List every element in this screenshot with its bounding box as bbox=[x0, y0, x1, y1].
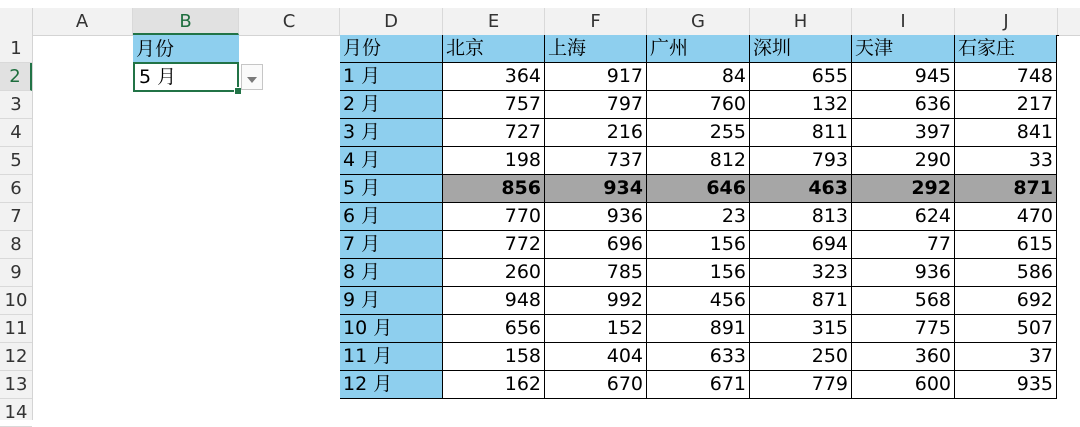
table-cell[interactable]: 292 bbox=[852, 175, 955, 203]
row-header-12[interactable]: 12 bbox=[0, 343, 32, 371]
table-cell[interactable]: 945 bbox=[852, 63, 955, 91]
column-header-f[interactable]: F bbox=[545, 8, 647, 35]
column-header-h[interactable]: H bbox=[750, 8, 852, 35]
table-cell[interactable]: 917 bbox=[545, 63, 647, 91]
column-header-c[interactable]: C bbox=[239, 8, 340, 35]
table-cell[interactable]: 871 bbox=[955, 175, 1057, 203]
table-cell[interactable]: 737 bbox=[545, 147, 647, 175]
table-cell[interactable]: 694 bbox=[750, 231, 852, 259]
table-cell[interactable]: 463 bbox=[750, 175, 852, 203]
table-cell[interactable]: 655 bbox=[750, 63, 852, 91]
table-cell[interactable]: 811 bbox=[750, 119, 852, 147]
dropdown-button[interactable] bbox=[241, 64, 263, 90]
table-cell[interactable]: 812 bbox=[647, 147, 750, 175]
chevron-down-icon bbox=[247, 68, 257, 87]
table-cell[interactable]: 793 bbox=[750, 147, 852, 175]
table-cell[interactable]: 934 bbox=[545, 175, 647, 203]
table-cell[interactable]: 633 bbox=[647, 343, 750, 371]
table-cell[interactable]: 216 bbox=[545, 119, 647, 147]
table-cell[interactable]: 77 bbox=[852, 231, 955, 259]
table-cell[interactable]: 364 bbox=[443, 63, 545, 91]
table-cell[interactable]: 646 bbox=[647, 175, 750, 203]
row-header-10[interactable]: 10 bbox=[0, 287, 32, 315]
table-header-cell[interactable]: 深圳 bbox=[750, 35, 852, 63]
table-cell[interactable]: 948 bbox=[443, 287, 545, 315]
table-cell[interactable]: 992 bbox=[545, 287, 647, 315]
table-cell[interactable]: 152 bbox=[545, 315, 647, 343]
month-label-cell[interactable]: 6 月 bbox=[340, 203, 443, 231]
table-cell[interactable]: 404 bbox=[545, 343, 647, 371]
table-cell[interactable]: 748 bbox=[955, 63, 1057, 91]
table-cell[interactable]: 615 bbox=[955, 231, 1057, 259]
row-header-7[interactable]: 7 bbox=[0, 203, 32, 231]
table-cell[interactable]: 600 bbox=[852, 371, 955, 399]
table-cell[interactable]: 856 bbox=[443, 175, 545, 203]
table-cell[interactable]: 132 bbox=[750, 91, 852, 119]
table-header-cell[interactable]: 广州 bbox=[647, 35, 750, 63]
table-cell[interactable]: 255 bbox=[647, 119, 750, 147]
column-header-j[interactable]: J bbox=[955, 8, 1058, 35]
row-header-13[interactable]: 13 bbox=[0, 371, 32, 399]
table-cell[interactable]: 775 bbox=[852, 315, 955, 343]
column-header-d[interactable]: D bbox=[340, 8, 443, 35]
month-label-cell[interactable]: 3 月 bbox=[340, 119, 443, 147]
table-cell[interactable]: 935 bbox=[955, 371, 1057, 399]
table-cell[interactable]: 841 bbox=[955, 119, 1057, 147]
row-header-9[interactable]: 9 bbox=[0, 259, 32, 287]
table-cell[interactable]: 507 bbox=[955, 315, 1057, 343]
row-header-11[interactable]: 11 bbox=[0, 315, 32, 343]
table-cell[interactable]: 671 bbox=[647, 371, 750, 399]
table-cell[interactable]: 779 bbox=[750, 371, 852, 399]
table-cell[interactable]: 797 bbox=[545, 91, 647, 119]
row-header-5[interactable]: 5 bbox=[0, 147, 32, 175]
month-label-cell[interactable]: 4 月 bbox=[340, 147, 443, 175]
column-header-a[interactable]: A bbox=[32, 8, 133, 35]
table-cell[interactable]: 217 bbox=[955, 91, 1057, 119]
table-cell[interactable]: 290 bbox=[852, 147, 955, 175]
table-cell[interactable]: 586 bbox=[955, 259, 1057, 287]
row-header-14[interactable]: 14 bbox=[0, 399, 32, 427]
table-cell[interactable]: 456 bbox=[647, 287, 750, 315]
month-label-cell[interactable]: 2 月 bbox=[340, 91, 443, 119]
column-header-i[interactable]: I bbox=[852, 8, 955, 35]
table-cell[interactable]: 568 bbox=[852, 287, 955, 315]
month-selector-cell[interactable]: 5 月 bbox=[133, 62, 239, 92]
table-cell[interactable]: 323 bbox=[750, 259, 852, 287]
row-header-4[interactable]: 4 bbox=[0, 119, 32, 147]
table-cell[interactable]: 156 bbox=[647, 259, 750, 287]
data-table bbox=[340, 35, 1059, 399]
table-header-cell[interactable]: 天津 bbox=[852, 35, 955, 63]
table-cell[interactable]: 84 bbox=[647, 63, 750, 91]
table-cell[interactable]: 891 bbox=[647, 315, 750, 343]
table-cell[interactable]: 727 bbox=[443, 119, 545, 147]
table-header-cell[interactable]: 月份 bbox=[340, 35, 443, 63]
table-cell[interactable]: 360 bbox=[852, 343, 955, 371]
table-header-cell[interactable]: 北京 bbox=[443, 35, 545, 63]
table-cell[interactable]: 696 bbox=[545, 231, 647, 259]
table-cell[interactable]: 260 bbox=[443, 259, 545, 287]
month-label-cell[interactable]: 7 月 bbox=[340, 231, 443, 259]
column-header-g[interactable]: G bbox=[647, 8, 750, 35]
table-cell[interactable]: 813 bbox=[750, 203, 852, 231]
table-cell[interactable]: 158 bbox=[443, 343, 545, 371]
table-cell[interactable]: 37 bbox=[955, 343, 1057, 371]
table-header-cell[interactable]: 上海 bbox=[545, 35, 647, 63]
table-cell[interactable]: 198 bbox=[443, 147, 545, 175]
column-header-b[interactable]: B bbox=[133, 8, 239, 35]
month-label-cell[interactable]: 12 月 bbox=[340, 371, 443, 399]
month-label-cell[interactable]: 9 月 bbox=[340, 287, 443, 315]
table-cell[interactable]: 785 bbox=[545, 259, 647, 287]
selector-header-cell[interactable]: 月份 bbox=[133, 35, 239, 63]
table-cell[interactable]: 624 bbox=[852, 203, 955, 231]
table-cell[interactable]: 656 bbox=[443, 315, 545, 343]
month-label-cell[interactable]: 11 月 bbox=[340, 343, 443, 371]
month-label-cell[interactable]: 5 月 bbox=[340, 175, 443, 203]
table-cell[interactable]: 757 bbox=[443, 91, 545, 119]
table-cell[interactable]: 692 bbox=[955, 287, 1057, 315]
table-cell[interactable]: 23 bbox=[647, 203, 750, 231]
row-header-8[interactable]: 8 bbox=[0, 231, 32, 259]
column-header-e[interactable]: E bbox=[443, 8, 545, 35]
table-header-cell[interactable]: 石家庄 bbox=[955, 35, 1057, 63]
table-cell[interactable]: 162 bbox=[443, 371, 545, 399]
table-cell[interactable]: 871 bbox=[750, 287, 852, 315]
table-cell[interactable]: 670 bbox=[545, 371, 647, 399]
month-label-cell[interactable]: 8 月 bbox=[340, 259, 443, 287]
row-header-6[interactable]: 6 bbox=[0, 175, 32, 203]
table-cell[interactable]: 33 bbox=[955, 147, 1057, 175]
row-header-2[interactable]: 2 bbox=[0, 63, 32, 91]
row-header-3[interactable]: 3 bbox=[0, 91, 32, 119]
row-header-1[interactable]: 1 bbox=[0, 35, 32, 63]
month-label-cell[interactable]: 10 月 bbox=[340, 315, 443, 343]
table-cell[interactable]: 936 bbox=[545, 203, 647, 231]
table-cell[interactable]: 397 bbox=[852, 119, 955, 147]
table-cell[interactable]: 760 bbox=[647, 91, 750, 119]
table-cell[interactable]: 315 bbox=[750, 315, 852, 343]
table-cell[interactable]: 470 bbox=[955, 203, 1057, 231]
table-cell[interactable]: 636 bbox=[852, 91, 955, 119]
table-cell[interactable]: 156 bbox=[647, 231, 750, 259]
month-label-cell[interactable]: 1 月 bbox=[340, 63, 443, 91]
table-cell[interactable]: 250 bbox=[750, 343, 852, 371]
table-cell[interactable]: 936 bbox=[852, 259, 955, 287]
table-cell[interactable]: 772 bbox=[443, 231, 545, 259]
table-cell[interactable]: 770 bbox=[443, 203, 545, 231]
